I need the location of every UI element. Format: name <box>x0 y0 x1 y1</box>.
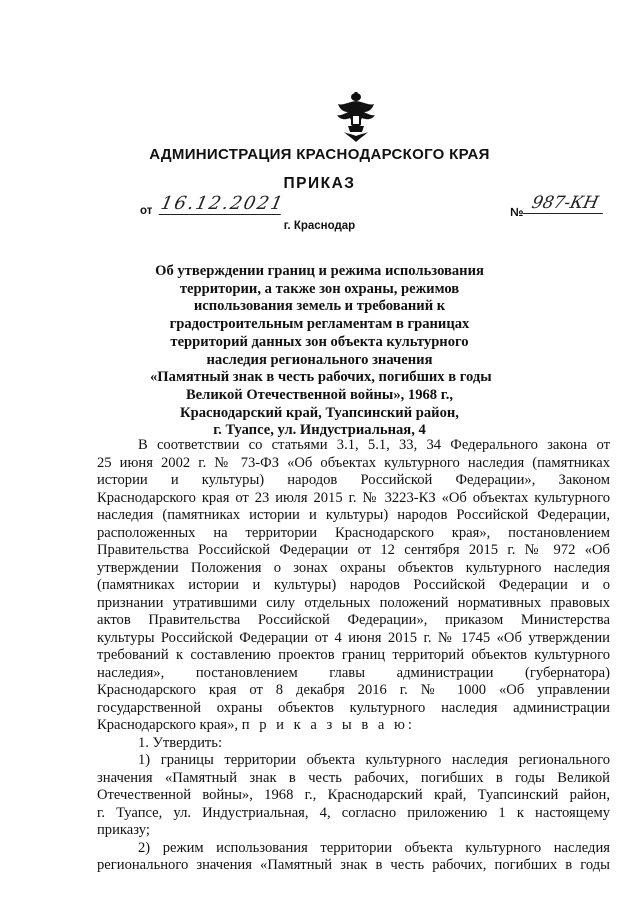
coat-of-arms-emblem <box>334 92 378 142</box>
body-line-text: Краснодарского края», <box>97 717 239 733</box>
date-value: 16.12.2021 <box>158 193 287 214</box>
body-line: (памятниках истории и культуры) народов Российской Федерации и о <box>97 577 610 593</box>
title-line: наследия регионального значения <box>206 351 433 368</box>
body-line: признании утратившими силу отдельных положений нормативных правовых <box>97 594 610 611</box>
title-line: Краснодарский край, Туапсинский район, <box>180 404 459 421</box>
document-body <box>97 437 610 875</box>
body-line: Краснодарского края от 23 июля 2015 г. № 3223-КЗ «Об объектах культурного <box>97 489 610 506</box>
title-line: территорий данных зон объекта культурного <box>170 333 469 350</box>
body-line: актов Правительства Российской Федерации», приказом Министерства <box>97 612 610 628</box>
body-line: В соответствии со статьями 3.1, 5.1, 33, 34 Федерального закона от <box>138 437 610 453</box>
title-line: «Памятный знак в честь рабочих, погибших в годы <box>150 369 492 386</box>
body-line: утверждении Положения о зонах охраны объектов культурного наследия <box>97 559 610 576</box>
title-line: Великой Отечественной войны», 1968 г., <box>185 386 454 403</box>
date-label: от <box>140 205 153 217</box>
document-type: ПРИКАЗ <box>283 175 356 192</box>
number-value: 987-КН <box>523 193 607 214</box>
body-line: наследия (памятниках истории и культуры) народов Российской Федерации, <box>97 507 610 523</box>
title-line: Об утверждении границ и режима использования <box>155 263 484 279</box>
title-line: территории, а также зон охраны, режимов <box>179 280 460 297</box>
city-name: г. Краснодар <box>283 220 356 232</box>
document-title <box>150 263 492 440</box>
body-line: Отечественной войны», 1968 г., Краснодарский край, Туапсинский район, <box>97 787 610 803</box>
organization-name: АДМИНИСТРАЦИЯ КРАСНОДАРСКОГО КРАЯ <box>149 146 490 163</box>
body-line: г. Туапсе, ул. Индустриальная, 4, согласно приложению 1 к настоящему <box>97 804 610 821</box>
title-line: градостроительным регламентам в границах <box>169 316 470 333</box>
body-line: приказу; <box>97 822 150 838</box>
body-line: 2) режим использования территории объекта культурного наследия <box>138 839 610 856</box>
body-line <box>97 717 610 735</box>
body-line: культуры Российской Федерации от 4 июня 2015 г. № 1745 «Об утверждении <box>97 629 610 646</box>
body-line: требований к составлению проектов границ территорий объектов культурного <box>97 647 610 663</box>
body-line: 1. Утвердить: <box>138 734 223 751</box>
body-line: Правительства Российской Федерации от 12 сентября 2015 г. № 972 «Об <box>97 542 610 558</box>
body-line: государственной охраны объектов культурного наследия администрации <box>97 699 610 716</box>
body-line: Краснодарского края от 8 декабря 2016 г. № 1000 «Об управлении <box>97 682 610 698</box>
body-line: 25 июня 2002 г. № 73-ФЗ «Об объектах культурного наследия (памятниках <box>97 454 610 471</box>
body-line: расположенных на территории Краснодарского края», постановлением <box>97 524 610 541</box>
body-line: 1) границы территории объекта культурного наследия регионального <box>138 752 610 768</box>
body-line: регионального значения «Памятный знак в честь рабочих, погибших в годы <box>97 857 610 873</box>
body-line: истории и культуры) народов Российской Федерации», Законом <box>97 472 610 488</box>
body-line: значения «Памятный знак в честь рабочих, погибших в годы Великой <box>97 769 610 786</box>
body-line: наследия», постановлением главы администрации (губернатора) <box>97 664 610 681</box>
title-line: г. Туапсе, ул. Индустриальная, 4 <box>213 422 426 439</box>
orders-word: п р и к а з ы в а ю: <box>241 717 415 733</box>
title-line: использования земель и требований к <box>193 298 446 315</box>
number-label: № <box>510 205 524 219</box>
